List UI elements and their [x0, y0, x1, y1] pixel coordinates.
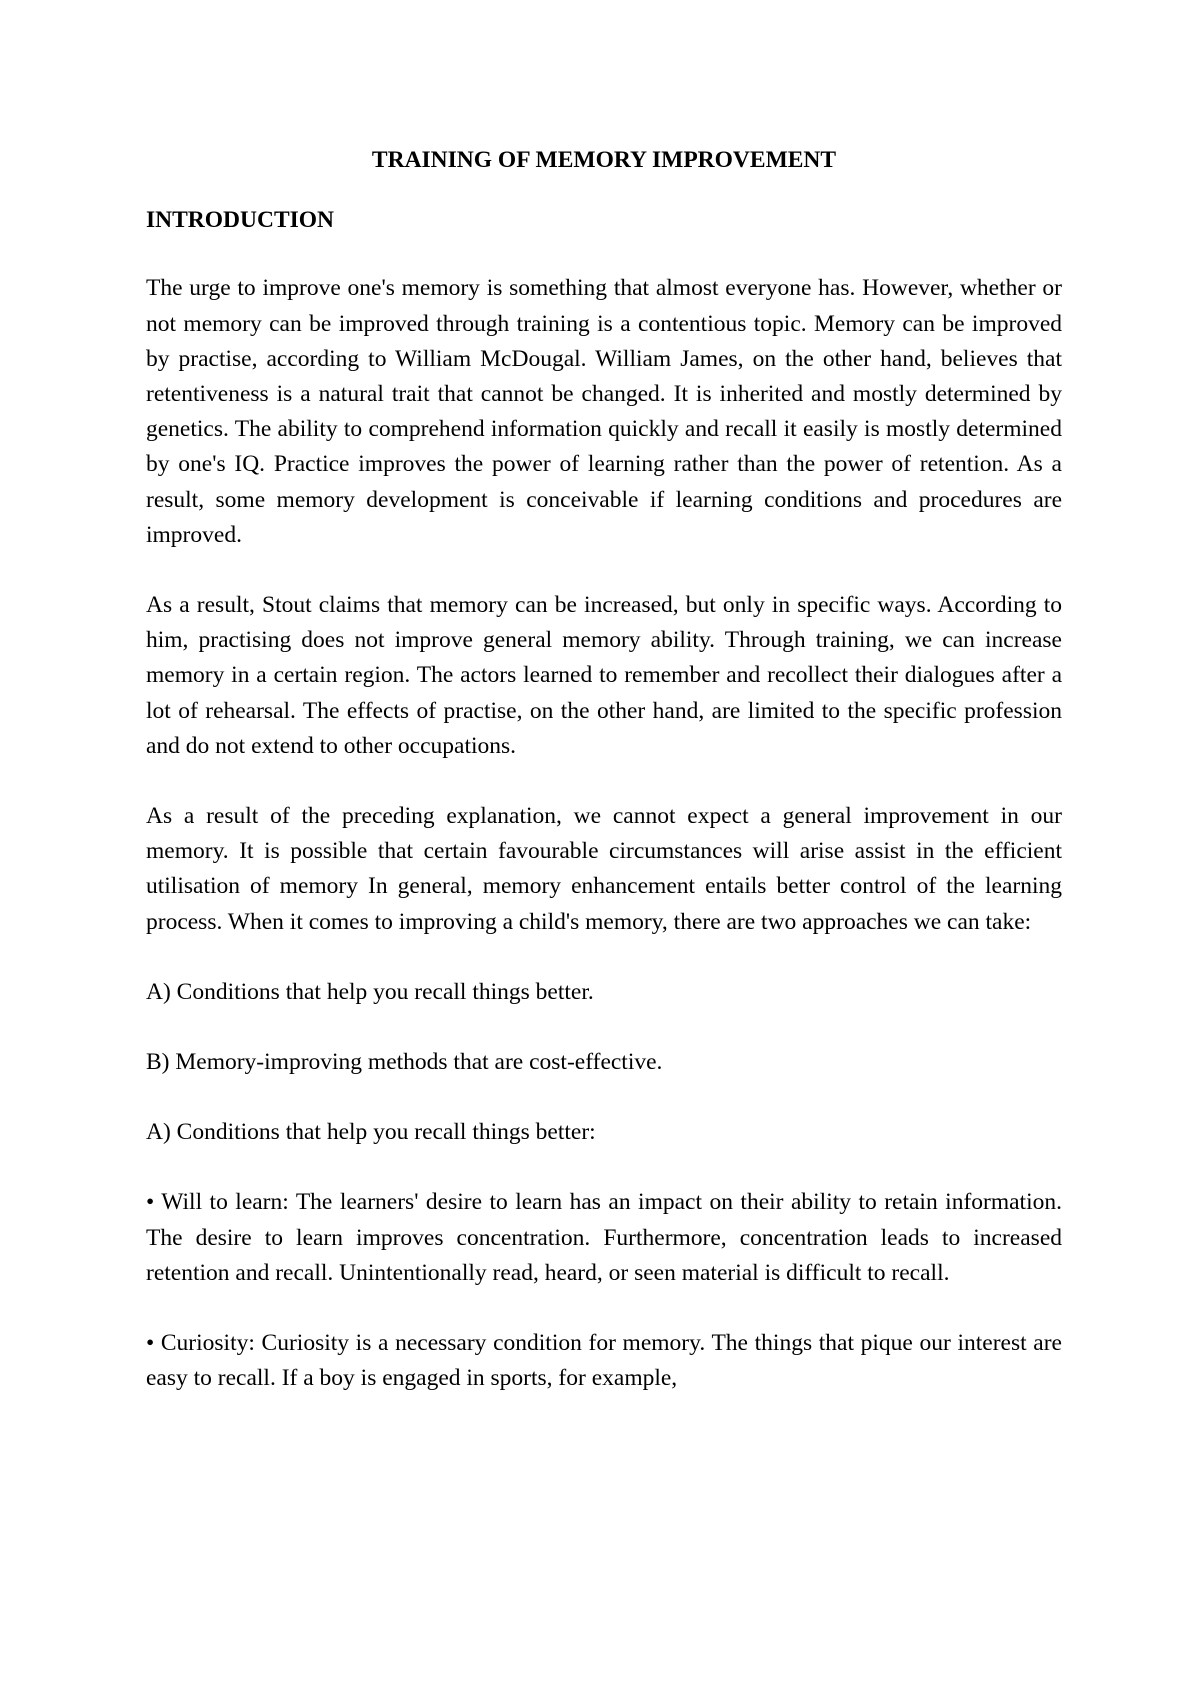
paragraph-explanation: As a result of the preceding explanation, we cannot expect a general improvement in our memory. It is possible that certain favourable circumstances will arise assist in the efficient utilisation of memory In general, memory enhancement entails better control of the learning process. When it comes to improving a child's memory, there are two approaches we can take: [146, 803, 1062, 935]
list-item-approach-a: A) Conditions that help you recall things better. [146, 978, 594, 1005]
subsection-heading-conditions: A) Conditions that help you recall things better: [146, 1119, 596, 1146]
bullet-will-to-learn: • Will to learn: The learners' desire to learn has an impact on their ability to retain information. The desire to learn improves concentration. Furthermore, concentration leads to increased retention and recall. Unintentionally read, heard, or seen material is difficult to recall. [146, 1189, 1062, 1286]
paragraph-stout: As a result, Stout claims that memory can be increased, but only in specific ways. According to him, practising does not improve general memory ability. Through training, we can increase memory in a certain region. The actors learned to remember and recollect their dialogues after a lot of rehearsal. The effects of practise, on the other hand, are limited to the specific profession and do not extend to other occupations. [146, 592, 1062, 759]
list-item-approach-b: B) Memory-improving methods that are cost-effective. [146, 1049, 663, 1076]
document-body [146, 143, 1062, 1396]
bullet-curiosity: • Curiosity: Curiosity is a necessary condition for memory. The things that pique our interest are easy to recall. If a boy is engaged in sports, for example, [146, 1330, 1062, 1392]
section-heading: INTRODUCTION [146, 207, 335, 234]
paragraph-intro: The urge to improve one's memory is something that almost everyone has. However, whether or not memory can be improved through training is a contentious topic. Memory can be improved by practise, according to William McDougal. William James, on the other hand, believes that retentiveness is a natural trait that cannot be changed. It is inherited and mostly determined by genetics. The ability to comprehend information quickly and recall it easily is mostly determined by one's IQ. Practice improves the power of learning rather than the power of retention. As a result, some memory development is conceivable if learning conditions and procedures are improved. [146, 275, 1062, 548]
document-title: TRAINING OF MEMORY IMPROVEMENT [371, 147, 837, 173]
